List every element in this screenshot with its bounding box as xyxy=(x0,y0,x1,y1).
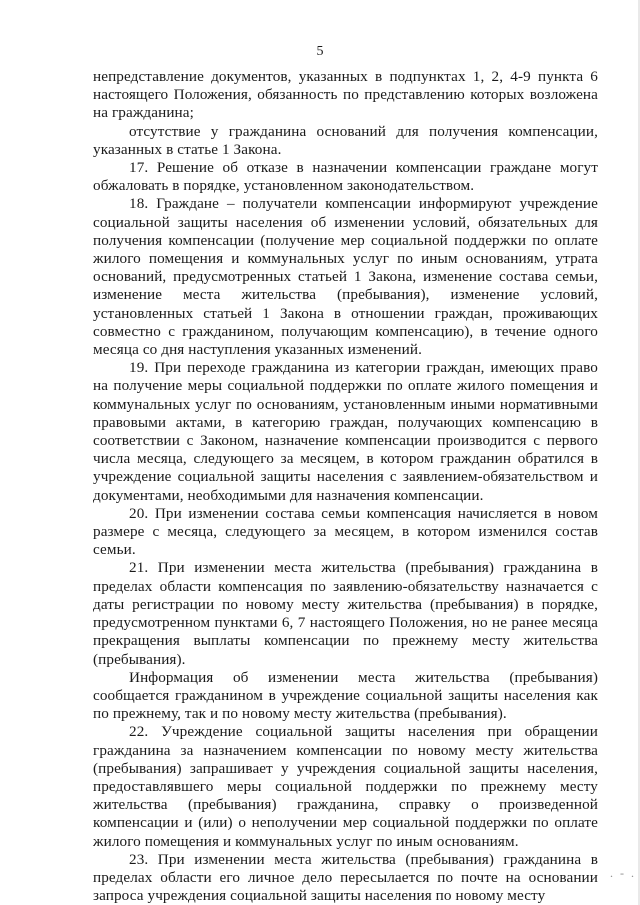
scan-artifact-mark: . - . xyxy=(610,866,636,880)
document-body xyxy=(93,68,598,905)
paragraph-20: 20. При изменении состава семьи компенсация начисляется в новом размере с месяца, следующего за месяцем, в котором изменился состав семьи. xyxy=(93,504,598,559)
page-number: 5 xyxy=(316,44,324,59)
paragraph-23: 23. При изменении места жительства (пребывания) гражданина в пределах области его личное дело пересылается по почте на основании запроса учреждения социальной защиты населения по новому месту xyxy=(93,850,598,905)
paragraph-21-info: Информация об изменении места жительства (пребывания) сообщается гражданином в учреждение социальной защиты населения как по прежнему, так и по новому месту жительства (пребывания). xyxy=(93,668,598,723)
paragraph-19: 19. При переходе гражданина из категории граждан, имеющих право на получение меры социальной поддержки по оплате жилого помещения и коммунальных услуг по основаниям, установленным иными нормативными правовыми актами, в категорию граждан, получающих компенсацию в соответствии с Законом, назначение компенсации производится с первого числа месяца, следующего за месяцем, в котором гражданин обратился в учреждение социальной защиты населения с заявлением-обязательством и документами, необходимыми для назначения компенсации. xyxy=(93,359,598,504)
paragraph-18: 18. Граждане – получатели компенсации информируют учреждение социальной защиты населения об изменении условий, обязательных для получения компенсации (получение мер социальной поддержки по оплате жилого помещения и коммунальных услуг по иным основаниям, утрата оснований, предусмотренных статьей 1 Закона, изменение состава семьи, изменение места жительства (пребывания), изменение условий, установленных статьей 1 Закона в отношении граждан, проживающих совместно с гражданином, получающим компенсацию), в течение одного месяца со дня наступления указанных изменений. xyxy=(93,195,598,359)
paragraph-21: 21. При изменении места жительства (пребывания) гражданина в пределах области компенсация по заявлению-обязательству назначается с даты регистрации по новому месту жительства (пребывания) в порядке, предусмотренном пунктами 6, 7 настоящего Положения, но не ранее месяца прекращения выплаты компенсации по прежнему месту жительства (пребывания). xyxy=(93,559,598,668)
paragraph-22: 22. Учреждение социальной защиты населения при обращении гражданина за назначением компенсации по новому месту жительства (пребывания) запрашивает у учреждения социальной защиты населения, предоставлявшего меры социальной поддержки по прежнему месту жительства (пребывания) гражданина, справку о произведенной компенсации и (или) о неполучении мер социальной поддержки по оплате жилого помещения и коммунальных услуг по иным основаниям. xyxy=(93,723,598,850)
paragraph-continuation: непредставление документов, указанных в подпунктах 1, 2, 4-9 пункта 6 настоящего Положения, обязанность по представлению которых возложена на гражданина; xyxy=(93,68,598,122)
paragraph-17: 17. Решение об отказе в назначении компенсации граждане могут обжаловать в порядке, установленном законодательством. xyxy=(93,159,598,195)
paragraph-no-grounds: отсутствие у гражданина оснований для получения компенсации, указанных в статье 1 Закона. xyxy=(93,122,598,158)
